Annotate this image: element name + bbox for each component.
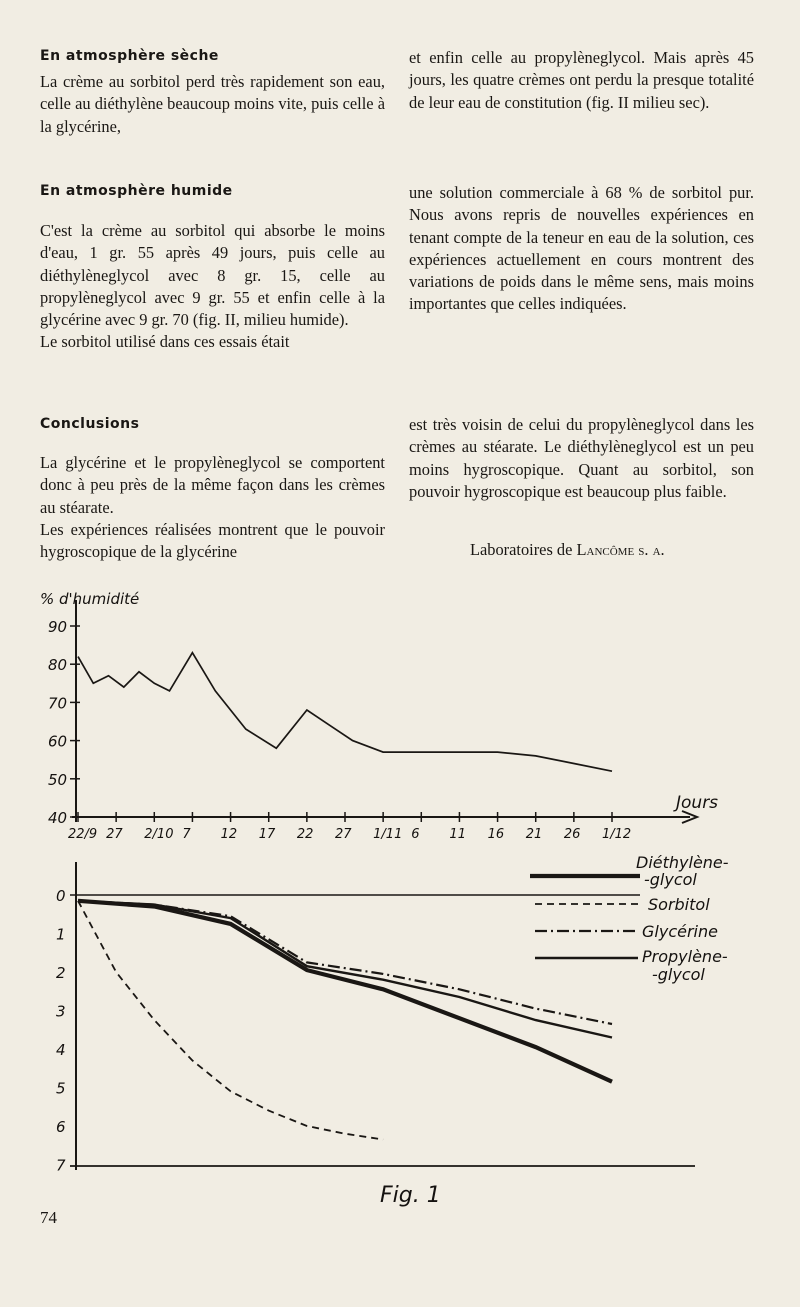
weight-ytick-label: 4	[56, 1041, 66, 1059]
heading-conclusions: Conclusions	[40, 416, 140, 432]
humidity-xtick-label: 26	[563, 827, 581, 842]
weight-line-dashdot	[78, 901, 612, 1024]
heading-dry: En atmosphère sèche	[40, 48, 219, 64]
humidity-xtick-label: 1/12	[602, 827, 632, 842]
weight-line-dashed	[78, 901, 383, 1140]
humidity-ytick-label: 40	[48, 809, 68, 827]
paragraph: La crème au sorbitol perd très rapidement son eau, celle au diéthylène beaucoup moins vite, puis celle à la glycérine,	[40, 72, 385, 136]
legend-glycerine-label: Glycérine	[642, 922, 718, 941]
humidity-ytick-label: 90	[48, 618, 68, 636]
weight-ytick-label: 1	[56, 925, 66, 944]
legend-propylene-label-2: -glycol	[652, 965, 705, 984]
humidity-xtick-label: 2/10	[144, 827, 174, 842]
humidity-xtick-label: 6	[411, 827, 420, 842]
humidity-xtick-label: 17	[258, 827, 276, 842]
humidity-ylabel: % d'humidité	[40, 590, 140, 608]
paragraph: Les expériences réalisées montrent que le pouvoir hygroscopique de la glycérine	[40, 519, 385, 562]
paragraph: une solution commerciale à 68 % de sorbitol pur. Nous avons repris de nouvelles expériences en tenant compte de la teneur en eau de la solution, ces expériences actuellement en cours montrent des variations de poids dans le même sens, mais moins importantes que celles indiquées.	[409, 183, 754, 314]
weight-ytick-label: 5	[56, 1079, 66, 1098]
humidity-xtick-label: 22	[296, 827, 314, 842]
humidity-xtick-label: 22/9	[68, 827, 98, 842]
humidity-xtick-label: 27	[335, 827, 352, 842]
heading-humid: En atmosphère humide	[40, 183, 233, 199]
weight-ytick-label: 0	[56, 887, 66, 905]
figure-caption: Fig. 1	[380, 1183, 441, 1208]
humidity-ytick-label: 80	[48, 656, 68, 675]
weight-line-heavy	[78, 901, 612, 1082]
humidity-xtick-label: 11	[449, 827, 466, 842]
paragraph: C'est la crème au sorbitol qui absorbe le moins d'eau, 1 gr. 55 après 49 jours, puis celle au diéthylèneglycol avec 8 gr. 15, celle au propylèneglycol avec 9 gr. 55 et enfin celle à la glycérine avec 9 gr. 70 (fig. II, milieu humide).	[40, 221, 385, 330]
page-number: 74	[40, 1208, 57, 1227]
legend-sorbitol-label: Sorbitol	[648, 895, 710, 914]
humidity-ytick-label: 60	[48, 732, 68, 751]
legend-propylene-label: Propylène-	[642, 947, 728, 966]
signature-name: Lancôme s. a.	[576, 540, 665, 559]
humidity-ytick-label: 50	[48, 770, 68, 789]
humidity-xtick-label: 27	[106, 827, 123, 842]
humidity-xtick-label: 16	[487, 827, 505, 842]
weight-ytick-label: 6	[56, 1118, 66, 1136]
humidity-xtick-label: 12	[220, 827, 238, 842]
humidity-xtick-label: 21	[525, 827, 543, 842]
weight-ytick-label: 7	[56, 1156, 66, 1175]
weight-ytick-label: 3	[56, 1002, 66, 1021]
paragraph: et enfin celle au propylèneglycol. Mais après 45 jours, les quatre crèmes ont perdu la presque totalité de leur eau de constitution (fig. II milieu sec).	[409, 48, 754, 112]
paragraph: Le sorbitol utilisé dans ces essais était	[40, 332, 290, 352]
figure-marks	[78, 653, 640, 1140]
humidity-xtick-label: 1/11	[373, 827, 403, 842]
paragraph: est très voisin de celui du propylèneglycol dans les crèmes au stéarate. Le diéthylèneglycol est un peu moins hygroscopique. Quant au sorbitol, son pouvoir hygroscopique est beaucoup plus faible.	[409, 415, 754, 501]
humidity-line	[78, 653, 612, 772]
figure-axes	[70, 600, 697, 1170]
humidity-xlabel: Jours	[676, 793, 719, 813]
legend-diethylene-label-2: -glycol	[644, 870, 697, 889]
signature-prefix: Laboratoires de	[470, 540, 577, 559]
weight-ytick-label: 2	[56, 964, 66, 982]
figure-labels	[40, 590, 729, 1208]
paragraph: La glycérine et le propylèneglycol se comportent donc à peu près de la même façon dans les crèmes au stéarate.	[40, 453, 385, 517]
legend-diethylene-label: Diéthylène-	[636, 853, 729, 872]
humidity-xtick-label: 7	[182, 827, 191, 842]
humidity-ytick-label: 70	[48, 694, 68, 713]
